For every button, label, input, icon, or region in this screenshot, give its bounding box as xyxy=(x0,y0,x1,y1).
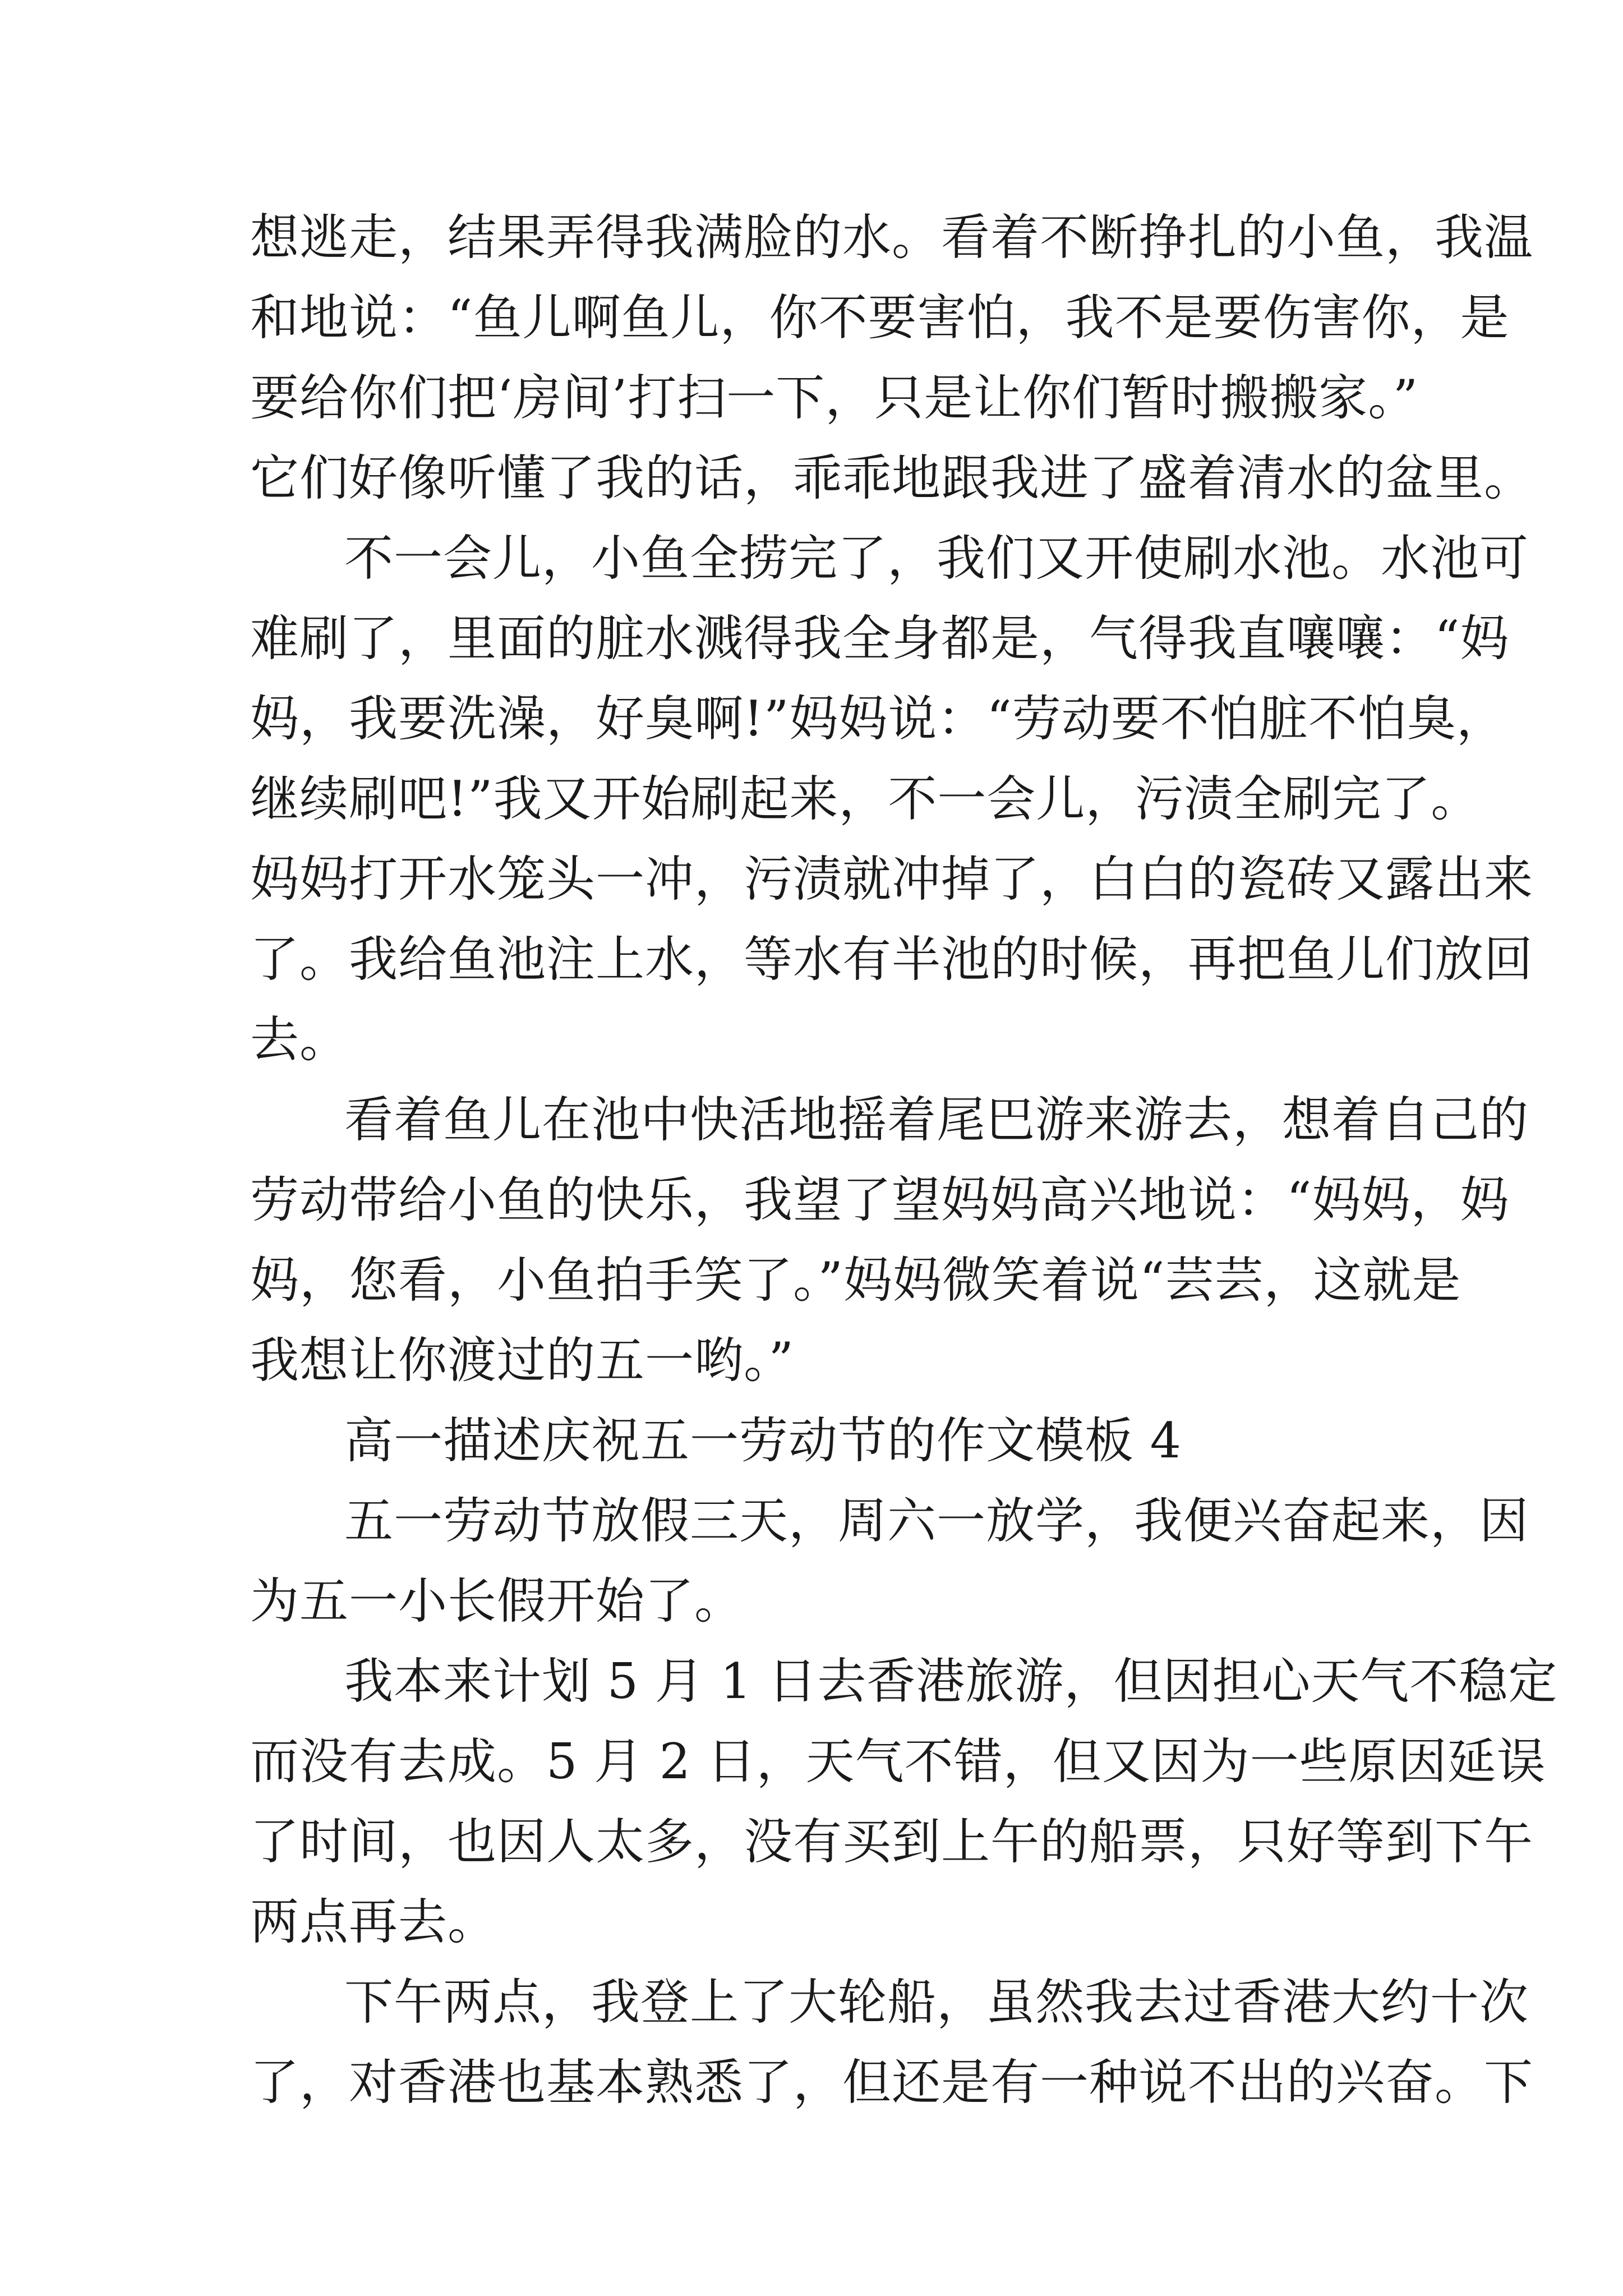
text-line: 妈，我要洗澡，好臭啊!”妈妈说：“劳动要不怕脏不怕臭， xyxy=(250,690,1506,747)
text-line: 妈妈打开水笼头一冲，污渍就冲掉了，白白的瓷砖又露出来 xyxy=(250,850,1533,908)
text-line: 我想让你渡过的五一哟。” xyxy=(250,1332,794,1389)
text-line: 不一会儿，小鱼全捞完了，我们又开使刷水池。水池可 xyxy=(344,530,1529,587)
text-line: 看着鱼儿在池中快活地摇着尾巴游来游去，想着自己的 xyxy=(344,1091,1529,1148)
text-line: 和地说：“鱼儿啊鱼儿，你不要害怕，我不是要伤害你，是 xyxy=(250,289,1510,346)
body-text xyxy=(250,197,1558,2123)
text-line: 了，对香港也基本熟悉了，但还是有一种说不出的兴奋。下 xyxy=(250,2054,1533,2111)
text-line: 而没有去成。5 月 2 日，天气不错，但又因为一些原因延误 xyxy=(250,1733,1546,1790)
text-line: 了。我给鱼池注上水，等水有半池的时候，再把鱼儿们放回 xyxy=(250,931,1533,988)
text-line: 了时间，也因人太多，没有买到上午的船票，只好等到下午 xyxy=(250,1813,1533,1870)
text-line: 想逃走，结果弄得我满脸的水。看着不断挣扎的小鱼，我温 xyxy=(250,209,1533,266)
text-line: 劳动带给小鱼的快乐，我望了望妈妈高兴地说：“妈妈，妈 xyxy=(250,1171,1510,1228)
text-line: 去。 xyxy=(250,1011,349,1068)
text-line: 继续刷吧!”我又开始刷起来，不一会儿，污渍全刷完了。 xyxy=(250,770,1481,827)
text-line: 妈，您看，小鱼拍手笑了。”妈妈微笑着说“芸芸，这就是 xyxy=(250,1251,1461,1309)
text-line: 下午两点，我登上了大轮船，虽然我去过香港大约十次 xyxy=(344,1973,1529,2031)
text-line: 为五一小长假开始了。 xyxy=(250,1572,744,1630)
text-line: 要给你们把‘房间’打扫一下，只是让你们暂时搬搬家。” xyxy=(250,369,1419,426)
text-line: 难刷了，里面的脏水溅得我全身都是，气得我直嚷嚷：“妈 xyxy=(250,610,1510,667)
text-line: 两点再去。 xyxy=(250,1893,497,1950)
text-line: 五一劳动节放假三天，周六一放学，我便兴奋起来，因 xyxy=(344,1492,1529,1549)
text-line: 它们好像听懂了我的话，乖乖地跟我进了盛着清水的盆里。 xyxy=(250,449,1533,507)
text-line: 高一描述庆祝五一劳动节的作文模板 4 xyxy=(344,1412,1182,1469)
text-line: 我本来计划 5 月 1 日去香港旅游，但因担心天气不稳定 xyxy=(344,1653,1558,1710)
